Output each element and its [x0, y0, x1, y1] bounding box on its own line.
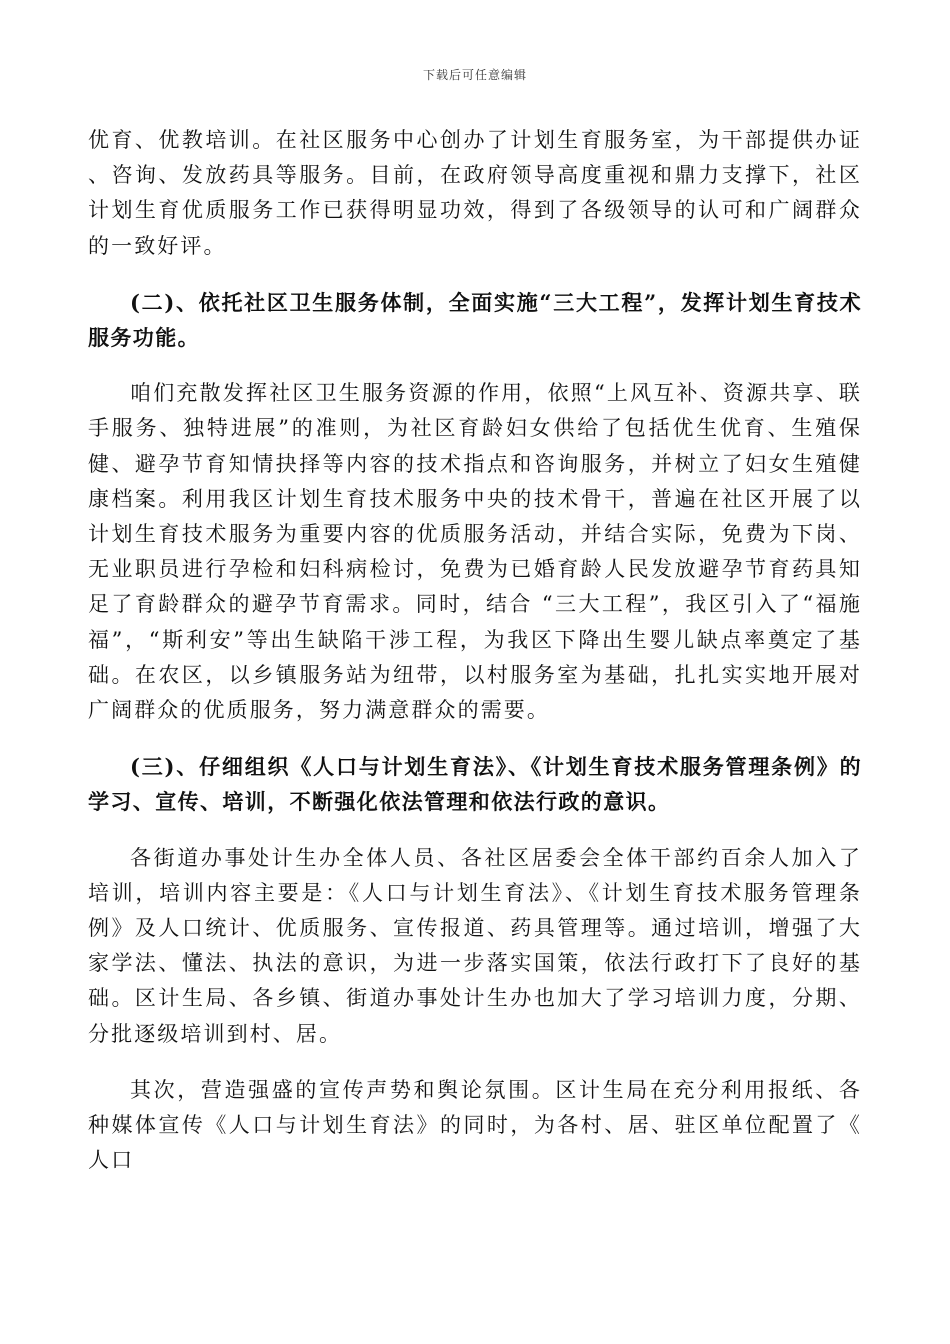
header-note: 下载后可任意编辑: [422, 68, 527, 82]
body-paragraph: 优育、优教培训。在社区服务中心创办了计划生育服务室，为干部提供办证、咨询、发放药具等服务。目前，在政府领导高度重视和鼎力支撑下，社区计划生育优质服务工作已获得明显功效，得到了各级领导的认可和广阔群众的一致好评。: [88, 128, 862, 258]
body-paragraph: 其次，营造强盛的宣传声势和舆论氛围。区计生局在充分利用报纸、各种媒体宣传《人口与计划生育法》的同时，为各村、居、驻区单位配置了《人口: [88, 1077, 862, 1173]
document-body: [88, 123, 862, 1178]
body-paragraph: 各街道办事处计生办全体人员、各社区居委会全体干部约百余人加入了培训，培训内容主要是：《人口与计划生育法》、《计划生育技术服务管理条例》及人口统计、优质服务、宣传报道、药具管理等。通过培训，增强了大家学法、懂法、执法的意识，为进一步落实国策，依法行政打下了良好的基础。区计生局、各乡镇、街道办事处计生办也加大了学习培训力度，分期、分批逐级培训到村、居。: [88, 845, 862, 1046]
section-heading: (三)、仔细组织《人口与计划生育法》、《计划生育技术服务管理条例》的学习、宣传、培训，不断强化依法管理和依法行政的意识。: [88, 754, 862, 815]
body-paragraph: 咱们充散发挥社区卫生服务资源的作用，依照“上风互补、资源共享、联手服务、独特进展”的准则，为社区育龄妇女供给了包括优生优育、生殖保健、避孕节育知情抉择等内容的技术指点和咨询服务，并树立了妇女生殖健康档案。利用我区计划生育技术服务中央的技术骨干，普遍在社区开展了以计划生育技术服务为重要内容的优质服务活动，并结合实际，免费为下岗、无业职员进行孕检和妇科病检讨，免费为已婚育龄人民发放避孕节育药具知足了育龄群众的避孕节育需求。同时，结合 “三大工程”，我区引入了“福施福”，“斯利安”等出生缺陷干涉工程，为我区下降出生婴儿缺点率奠定了基础。在农区，以乡镇服务站为纽带，以村服务室为基础，扎扎实实地开展对广阔群众的优质服务，努力满意群众的需要。: [88, 381, 862, 723]
section-heading: (二)、依托社区卫生服务体制，全面实施“三大工程”，发挥计划生育技术服务功能。: [88, 289, 862, 351]
